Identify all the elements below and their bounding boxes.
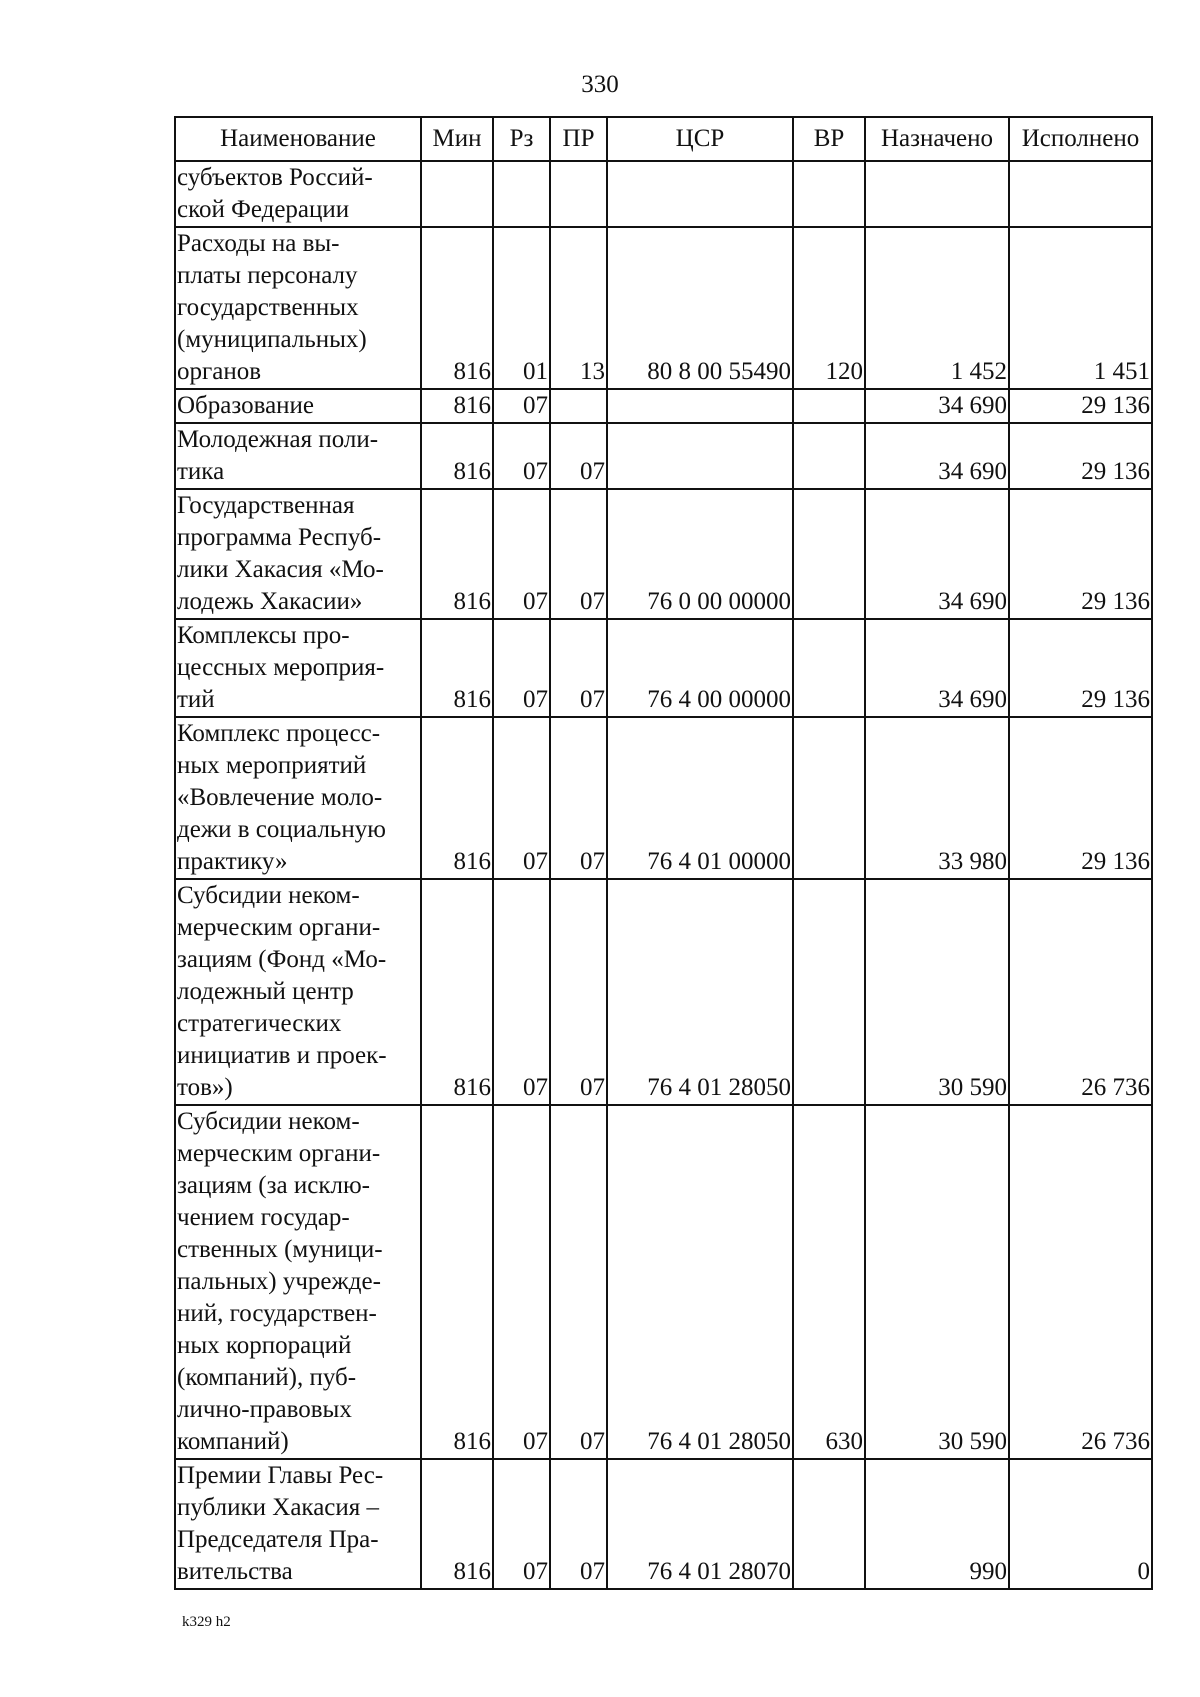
header-name: Наименование [175, 117, 421, 161]
cell-executed: 0 [1009, 1459, 1152, 1589]
cell-name-line: компаний) [177, 1428, 289, 1455]
cell-pr: 07 [550, 1459, 607, 1589]
cell-assigned [865, 161, 1009, 227]
cell-assigned: 990 [865, 1459, 1009, 1589]
cell-executed: 29 136 [1009, 619, 1152, 717]
cell-executed [1009, 161, 1152, 227]
cell-csr [607, 161, 793, 227]
cell-assigned: 34 690 [865, 489, 1009, 619]
cell-name-line: Комплекс процесс- [177, 720, 381, 747]
cell-csr [607, 389, 793, 423]
cell-name-line: инициатив и проек- [177, 1042, 387, 1069]
cell-assigned: 34 690 [865, 423, 1009, 489]
cell-csr: 76 0 00 00000 [607, 489, 793, 619]
cell-name-line: платы персоналу [177, 262, 358, 289]
cell-name-line: Расходы на вы- [177, 230, 340, 257]
header-min: Мин [421, 117, 493, 161]
cell-name-line: ской Федерации [177, 196, 350, 223]
cell-name-line: лодежный центр [177, 978, 354, 1005]
cell-name-line: цессных мероприя- [177, 654, 385, 681]
cell-csr: 76 4 01 28050 [607, 879, 793, 1105]
cell-name-line: программа Респуб- [177, 524, 382, 551]
cell-name-line: Молодежная поли- [177, 426, 379, 453]
cell-min [421, 161, 493, 227]
cell-vr [793, 879, 865, 1105]
cell-min: 816 [421, 423, 493, 489]
footer-code: k329 h2 [182, 1614, 231, 1630]
cell-vr [793, 423, 865, 489]
cell-csr: 76 4 01 28070 [607, 1459, 793, 1589]
cell-assigned: 34 690 [865, 389, 1009, 423]
header-assigned: Назначено [865, 117, 1009, 161]
table-row [175, 1459, 1152, 1589]
cell-name-line: практику» [177, 848, 288, 875]
page-number: 330 [581, 71, 619, 98]
cell-rz: 07 [493, 717, 550, 879]
cell-csr: 80 8 00 55490 [607, 227, 793, 389]
cell-min: 816 [421, 717, 493, 879]
cell-name-line: пальных) учрежде- [177, 1268, 381, 1295]
cell-name [175, 879, 421, 1105]
cell-name-line: тика [177, 458, 225, 485]
cell-executed: 29 136 [1009, 489, 1152, 619]
cell-executed: 26 736 [1009, 879, 1152, 1105]
cell-name-line: тий [177, 686, 215, 713]
table-row [175, 423, 1152, 489]
cell-executed: 29 136 [1009, 389, 1152, 423]
cell-min: 816 [421, 619, 493, 717]
table-row [175, 227, 1152, 389]
cell-name-line: стратегических [177, 1010, 342, 1037]
cell-pr [550, 389, 607, 423]
cell-name-line: Образование [177, 392, 315, 419]
cell-min: 816 [421, 227, 493, 389]
table-row [175, 717, 1152, 879]
cell-name-line: субъектов Россий- [177, 164, 373, 191]
header-rz: Рз [493, 117, 550, 161]
cell-csr: 76 4 01 00000 [607, 717, 793, 879]
cell-vr: 120 [793, 227, 865, 389]
cell-name [175, 717, 421, 879]
table-row [175, 161, 1152, 227]
cell-name-line: мерческим органи- [177, 914, 381, 941]
header-executed: Исполнено [1009, 117, 1152, 161]
cell-pr: 07 [550, 717, 607, 879]
cell-name [175, 619, 421, 717]
cell-name-line: ний, государствен- [177, 1300, 377, 1327]
table-row [175, 389, 1152, 423]
cell-executed: 29 136 [1009, 423, 1152, 489]
cell-name-line: государственных [177, 294, 359, 321]
cell-name-line: вительства [177, 1558, 293, 1585]
cell-pr [550, 161, 607, 227]
cell-vr [793, 619, 865, 717]
cell-min: 816 [421, 1105, 493, 1459]
cell-executed: 29 136 [1009, 717, 1152, 879]
cell-vr [793, 489, 865, 619]
cell-min: 816 [421, 879, 493, 1105]
header-vr: ВР [793, 117, 865, 161]
cell-name [175, 1105, 421, 1459]
cell-rz: 07 [493, 389, 550, 423]
cell-assigned: 34 690 [865, 619, 1009, 717]
cell-name [175, 389, 421, 423]
cell-min: 816 [421, 489, 493, 619]
table-body [175, 161, 1152, 1589]
cell-name-line: (компаний), пуб- [177, 1364, 357, 1391]
cell-name-line: «Вовлечение моло- [177, 784, 383, 811]
cell-min: 816 [421, 389, 493, 423]
budget-table [174, 116, 1153, 1590]
cell-name [175, 1459, 421, 1589]
cell-name-line: ственных (муници- [177, 1236, 383, 1263]
cell-name-line: лодежь Хакасии» [177, 588, 363, 615]
cell-pr: 07 [550, 1105, 607, 1459]
cell-rz: 07 [493, 423, 550, 489]
cell-name-line: тов») [177, 1074, 233, 1101]
cell-vr: 630 [793, 1105, 865, 1459]
cell-name [175, 489, 421, 619]
cell-assigned: 30 590 [865, 879, 1009, 1105]
cell-rz: 07 [493, 1105, 550, 1459]
header-pr: ПР [550, 117, 607, 161]
table-row [175, 619, 1152, 717]
cell-name-line: органов [177, 358, 262, 385]
cell-csr [607, 423, 793, 489]
cell-vr [793, 389, 865, 423]
cell-name-line: ных корпораций [177, 1332, 352, 1359]
cell-name [175, 227, 421, 389]
cell-name-line: публики Хакасия – [177, 1494, 380, 1521]
table-header [175, 117, 1152, 161]
header-row [175, 117, 1152, 161]
cell-name-line: Премии Главы Рес- [177, 1462, 384, 1489]
cell-csr: 76 4 01 28050 [607, 1105, 793, 1459]
cell-pr: 07 [550, 619, 607, 717]
cell-executed: 1 451 [1009, 227, 1152, 389]
table-row [175, 489, 1152, 619]
cell-name-line: Субсидии неком- [177, 1108, 360, 1135]
cell-name-line: (муниципальных) [177, 326, 367, 353]
cell-vr [793, 161, 865, 227]
cell-vr [793, 1459, 865, 1589]
cell-pr: 07 [550, 423, 607, 489]
cell-name-line: зациям (Фонд «Мо- [177, 946, 387, 973]
cell-csr: 76 4 00 00000 [607, 619, 793, 717]
cell-min: 816 [421, 1459, 493, 1589]
cell-name-line: Субсидии неком- [177, 882, 360, 909]
cell-name [175, 423, 421, 489]
header-csr: ЦСР [607, 117, 793, 161]
cell-rz: 07 [493, 1459, 550, 1589]
cell-rz [493, 161, 550, 227]
cell-rz: 07 [493, 619, 550, 717]
cell-rz: 01 [493, 227, 550, 389]
cell-name-line: Государственная [177, 492, 355, 519]
cell-name-line: ных мероприятий [177, 752, 367, 779]
cell-assigned: 1 452 [865, 227, 1009, 389]
cell-name-line: Комплексы про- [177, 622, 350, 649]
cell-assigned: 30 590 [865, 1105, 1009, 1459]
cell-name-line: Председателя Пра- [177, 1526, 379, 1553]
cell-pr: 07 [550, 489, 607, 619]
table-row [175, 1105, 1152, 1459]
cell-rz: 07 [493, 489, 550, 619]
cell-name-line: мерческим органи- [177, 1140, 381, 1167]
cell-name-line: дежи в социальную [177, 816, 386, 843]
cell-name-line: лично-правовых [177, 1396, 352, 1423]
cell-name-line: зациям (за исклю- [177, 1172, 370, 1199]
cell-name-line: лики Хакасия «Мо- [177, 556, 384, 583]
cell-assigned: 33 980 [865, 717, 1009, 879]
cell-executed: 26 736 [1009, 1105, 1152, 1459]
cell-pr: 13 [550, 227, 607, 389]
table-row [175, 879, 1152, 1105]
cell-name-line: чением государ- [177, 1204, 350, 1231]
cell-rz: 07 [493, 879, 550, 1105]
cell-vr [793, 717, 865, 879]
cell-name [175, 161, 421, 227]
cell-pr: 07 [550, 879, 607, 1105]
